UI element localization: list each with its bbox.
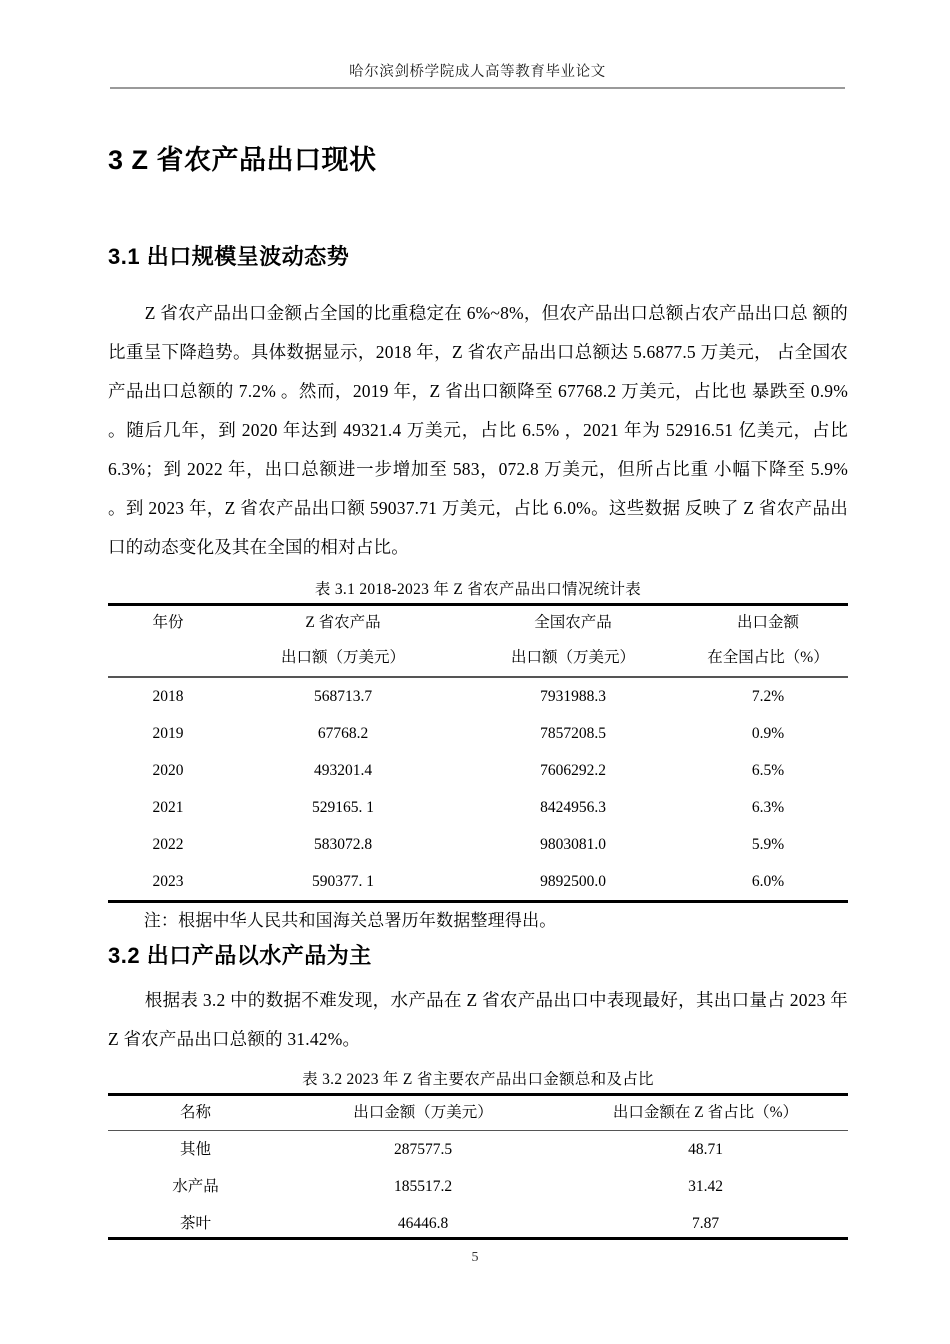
table-1-col-header-share: 出口金额 [736, 614, 799, 631]
pre-caption-spacer-2 [108, 1059, 848, 1067]
cell-year: 2019 [152, 724, 184, 742]
document-content [108, 140, 848, 1242]
cell-year: 2020 [152, 761, 184, 779]
table-row [108, 678, 848, 715]
running-header [110, 62, 845, 89]
cell-national: 8424956.3 [540, 798, 606, 816]
table-2-body-wrapper [108, 1131, 848, 1242]
table-1-body-wrapper [108, 678, 848, 900]
cell-amount: 46446.8 [397, 1215, 449, 1233]
table-1-head [108, 606, 848, 676]
cell-year: 2021 [152, 798, 184, 816]
paragraph-3-1: Z 省农产品出口金额占全国的比重稳定在 6%~8%，但农产品出口总额占农产品出口总 额的比重呈下降趋势。具体数据显示，2018 年，Z 省农产品出口总额达 5.6877.5 万美元， 占全国农产品出口总额的 7.2% 。然而，2019 年，Z 省出口额降至 67768.2 万美元，占比也 暴跌至 0.9% 。随后几年，到 2020 年达到 49321.4 万美元，占比 6.5% ，2021 年为 52916.51 亿美元，占比 6.3%；到 2022 年，出口总额进一步增加至 583，072.8 万美元，但所占比重 小幅下降至 5.9% 。到 2023 年，Z 省农产品出口额 59037.71 万美元，占比 6.0%。这些数据 反映了 Z 省农产品出口的动态变化及其在全国的相对占比。 [108, 303, 848, 557]
table-1-caption: 表 3.1 2018-2023 年 Z 省农产品出口情况统计表 [314, 581, 642, 598]
section-heading-3-1: 3.1 出口规模呈波动态势 [108, 244, 350, 269]
section-heading-3-2: 3.2 出口产品以水产品为主 [108, 942, 372, 968]
pre-caption-spacer [108, 567, 848, 577]
cell-name: 茶叶 [179, 1215, 211, 1233]
table-1-col-subheader-province: 出口额（万美元） [280, 649, 405, 666]
running-header-title: 哈尔滨剑桥学院成人高等教育毕业论文 [349, 64, 606, 80]
cell-national: 9892500.0 [540, 872, 606, 890]
cell-amount: 185517.2 [393, 1178, 453, 1196]
table-2-bottom-rule [108, 1237, 848, 1240]
cell-share: 6.5% [751, 761, 785, 779]
cell-name: 其他 [179, 1141, 211, 1159]
cell-province: 67768.2 [317, 724, 369, 742]
cell-share: 0.9% [751, 724, 785, 742]
table-1-col-subheader-year [108, 640, 228, 676]
table-row [108, 863, 848, 900]
cell-share: 6.3% [751, 798, 785, 816]
subheading-spacer [108, 274, 848, 294]
table-2-col-header-name: 名称 [179, 1103, 211, 1121]
paragraph-3-2: 根据表 3.2 中的数据不难发现，水产品在 Z 省农产品出口中表现最好，其出口量占 2023 年 Z 省农产品出口总额的 31.42%。 [108, 989, 848, 1049]
table-2-header-row [108, 1096, 848, 1130]
cell-share: 5.9% [751, 835, 785, 853]
cell-national: 9803081.0 [540, 835, 606, 853]
cell-share: 7.87 [691, 1215, 720, 1233]
table-row [108, 752, 848, 789]
table-1 [108, 606, 848, 676]
subheading-spacer-2 [108, 973, 848, 981]
table-2-col-header-amount: 出口金额（万美元） [353, 1103, 493, 1121]
table-1-note: 注：根据中华人民共和国海关总署历年数据整理得出。 [143, 910, 557, 930]
table-row [108, 826, 848, 863]
cell-province: 583072.8 [313, 835, 373, 853]
cell-province: 493201.4 [313, 761, 373, 779]
table-1-col-header-province: Z 省农产品 [305, 614, 381, 631]
cell-share: 7.2% [751, 687, 785, 705]
cell-amount: 287577.5 [393, 1141, 453, 1159]
cell-year: 2023 [152, 872, 184, 890]
table-1-col-header-year: 年份 [152, 614, 184, 631]
chapter-heading: 3 Z 省农产品出口现状 [108, 145, 377, 175]
table-1-col-subheader-share: 在全国占比（%） [707, 649, 829, 666]
table-row [108, 715, 848, 752]
cell-share: 48.71 [688, 1141, 723, 1159]
cell-share: 31.42 [688, 1178, 723, 1196]
cell-share: 6.0% [751, 872, 785, 890]
table-1-header-line-1 [108, 606, 848, 640]
table-1-header-line-2 [108, 640, 848, 676]
table-row [108, 789, 848, 826]
cell-national: 7857208.5 [540, 724, 606, 742]
table-2 [108, 1096, 848, 1130]
table-2-head [108, 1096, 848, 1130]
table-row [108, 1168, 848, 1205]
cell-province: 568713.7 [313, 687, 373, 705]
cell-national: 7931988.3 [540, 687, 606, 705]
table-2-body [108, 1131, 848, 1242]
table-1-body [108, 678, 848, 900]
cell-province: 590377. 1 [312, 872, 374, 890]
page-number: 5 [471, 1250, 479, 1265]
table-2-col-header-share: 出口金额在 Z 省占比（%） [612, 1103, 799, 1121]
heading-spacer [108, 180, 848, 240]
cell-name: 水产品 [172, 1178, 219, 1196]
cell-national: 7606292.2 [540, 761, 606, 779]
table-1-col-subheader-national: 出口额（万美元） [510, 649, 635, 666]
cell-year: 2022 [152, 835, 184, 853]
cell-province: 529165. 1 [312, 798, 374, 816]
header-divider [110, 87, 845, 89]
table-2-caption: 表 3.2 2023 年 Z 省主要农产品出口金额总和及占比 [302, 1070, 654, 1088]
table-1-col-header-national: 全国农产品 [534, 614, 612, 631]
cell-year: 2018 [152, 687, 184, 705]
table-row [108, 1131, 848, 1168]
